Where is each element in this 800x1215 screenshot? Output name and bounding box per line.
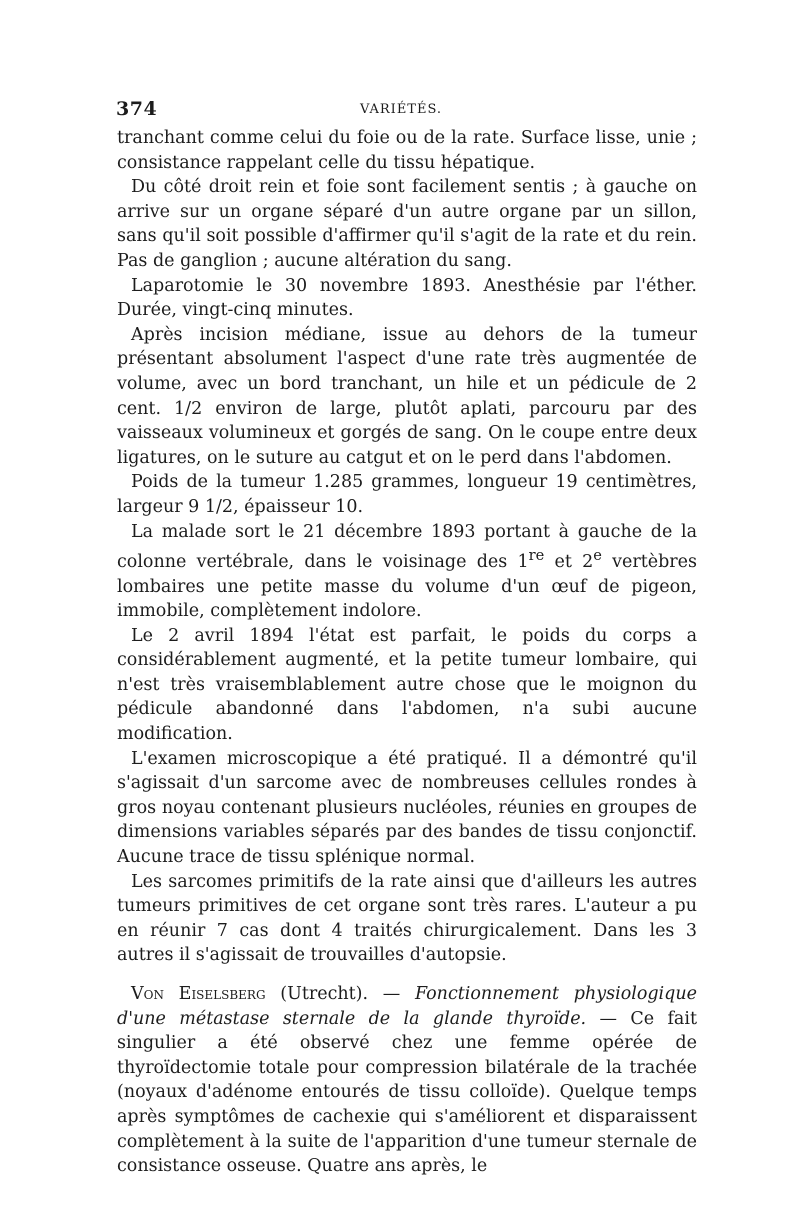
paragraph: Poids de la tumeur 1.285 grammes, longueur 19 centimètres, largeur 9 1/2, épaisseur 10. bbox=[117, 472, 697, 517]
paragraph-text: et 2 bbox=[544, 551, 594, 572]
article-body: — Ce fait singulier a été observé chez une femme opérée de thyroïdectomie totale pour compression bilatérale de la trachée (noyaux d'adénome entourés de tissu colloïde). Quelque temps après symptômes de cachexie qui s'améliorent et disparaissent complètement à la suite de l'apparition d'une tumeur sternale de consistance osseuse. Quatre ans après, le bbox=[117, 1008, 697, 1177]
article-author: Von Eiselsberg bbox=[131, 984, 266, 1005]
paragraph: Laparotomie le 30 novembre 1893. Anesthésie par l'éther. Durée, vingt-cinq minutes. bbox=[117, 275, 697, 321]
page-number: 374 bbox=[116, 98, 158, 120]
page-header bbox=[116, 98, 696, 124]
paragraph: tranchant comme celui du foie ou de la rate. Surface lisse, unie ; consistance rappelant celle du tissu hépatique. bbox=[117, 128, 697, 173]
article-title: Fonctionnement physiologique d'une métastase sternale de la glande thyroïde. bbox=[117, 984, 697, 1029]
paragraph-text: vertèbres lombaires une petite masse du volume d'un œuf de pigeon, immobile, complètement indolore. bbox=[117, 551, 697, 622]
paragraph: Du côté droit rein et foie sont facilement sentis ; à gauche on arrive sur un organe séparé d'un autre organe par un sillon, sans qu'il soit possible d'affirmer qu'il s'agit de la rate et du rein. Pas de ganglion ; aucune altération du sang. bbox=[117, 177, 697, 271]
paragraph-text: La malade sort le 21 décembre 1893 portant à gauche de la colonne vertébrale, dans le voisinage des 1 bbox=[117, 521, 697, 572]
article-paragraph bbox=[117, 982, 697, 1179]
superscript: e bbox=[593, 547, 602, 565]
running-head: VARIÉTÉS. bbox=[360, 102, 443, 117]
body-text bbox=[117, 126, 697, 1179]
paragraph: Les sarcomes primitifs de la rate ainsi que d'ailleurs les autres tumeurs primitives de cet organe sont très rares. L'auteur a pu en réunir 7 cas dont 4 traités chirurgicalement. Dans les 3 autres il s'agissait de trouvailles d'autopsie. bbox=[117, 871, 697, 966]
paragraph: L'examen microscopique a été pratiqué. Il a démontré qu'il s'agissait d'un sarcome avec de nombreuses cellules rondes à gros noyau contenant plusieurs nucléoles, réunies en groupes de dimensions variables séparés par des bandes de tissu conjonctif. Aucune trace de tissu splénique normal. bbox=[117, 748, 697, 868]
superscript: re bbox=[528, 547, 545, 565]
paragraph bbox=[117, 520, 697, 624]
article-place: (Utrecht). — bbox=[265, 984, 415, 1005]
paragraph: Après incision médiane, issue au dehors de la tumeur présentant absolument l'aspect d'une rate très augmentée de volume, avec un bord tranchant, un hile et un pédicule de 2 cent. 1/2 environ de large, plutôt aplati, parcouru par des vaisseaux volumineux et gorgés de sang. On le coupe entre deux ligatures, on le suture au catgut et on le perd dans l'abdomen. bbox=[117, 324, 697, 468]
paragraph: Le 2 avril 1894 l'état est parfait, le poids du corps a considérablement augmenté, et la petite tumeur lombaire, qui n'est très vraisemblablement autre chose que le moignon du pédicule abandonné dans l'abdomen, n'a subi aucune modification. bbox=[117, 625, 697, 745]
